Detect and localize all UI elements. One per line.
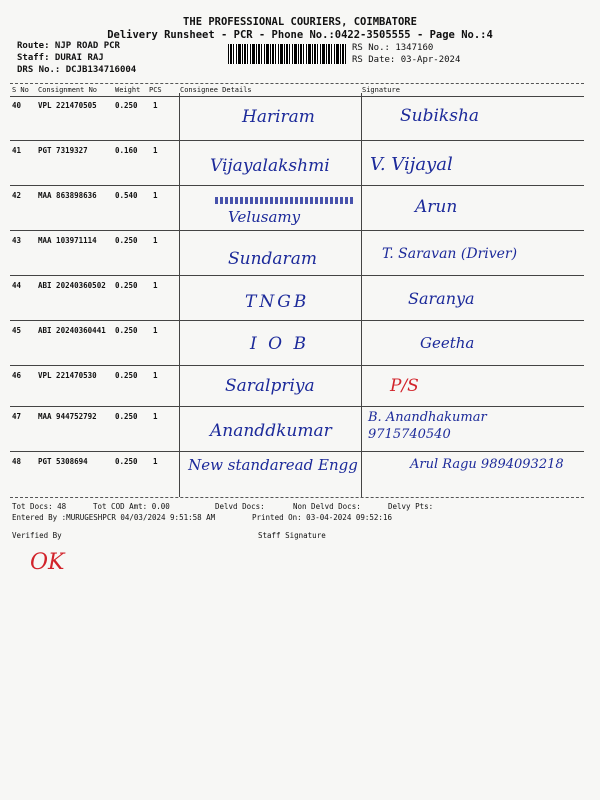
row-48-sno: 48 <box>12 457 22 466</box>
divider <box>10 320 584 321</box>
row-47-consignee-handwritten: Ananddkumar <box>210 421 332 441</box>
row-40-consignment: VPL 221470505 <box>38 101 97 110</box>
row-44-consignee-handwritten: TNGB <box>245 292 310 312</box>
divider <box>10 140 584 141</box>
strikeout-scribble <box>215 197 353 204</box>
row-40-signature: Subiksha <box>400 106 480 126</box>
row-45-consignee-handwritten: I O B <box>250 334 309 354</box>
row-45-weight: 0.250 <box>115 326 138 335</box>
divider <box>10 365 584 366</box>
delivered-docs: Delvd Docs: <box>215 502 265 511</box>
verified-ok-mark: OK <box>30 550 65 575</box>
col-consignee: Consignee Details <box>180 86 252 94</box>
divider <box>179 93 180 497</box>
divider <box>10 406 584 407</box>
row-43-weight: 0.250 <box>115 236 138 245</box>
total-docs: Tot Docs: 48 <box>12 502 67 511</box>
row-44-sno: 44 <box>12 281 22 290</box>
row-47-signature: B. Anandhakumar 9715740540 <box>368 410 487 442</box>
divider <box>10 185 584 186</box>
row-46-pcs: 1 <box>153 371 158 380</box>
rs-date: RS Date: 03-Apr-2024 <box>352 55 461 65</box>
divider <box>10 96 584 97</box>
row-42-sno: 42 <box>12 191 22 200</box>
row-42-weight: 0.540 <box>115 191 138 200</box>
row-40-sno: 40 <box>12 101 22 110</box>
row-42-signature: Arun <box>415 197 458 217</box>
rs-number: RS No.: 1347160 <box>352 43 434 53</box>
row-43-consignee-handwritten: Sundaram <box>228 249 317 269</box>
row-40-pcs: 1 <box>153 101 158 110</box>
col-weight: Weight <box>115 86 141 94</box>
row-42-pcs: 1 <box>153 191 158 200</box>
divider <box>10 230 584 231</box>
row-40-weight: 0.250 <box>115 101 138 110</box>
col-sno: S No <box>12 86 29 94</box>
row-43-consignment: MAA 103971114 <box>38 236 97 245</box>
row-44-consignment: ABI 20240360502 <box>38 281 106 290</box>
row-46-sno: 46 <box>12 371 22 380</box>
row-41-pcs: 1 <box>153 146 158 155</box>
row-48-consignee-handwritten: New standaread Engg <box>188 456 358 474</box>
staff-signature-label: Staff Signature <box>258 531 326 540</box>
row-41-signature: V. Vijayal <box>370 154 453 175</box>
row-43-signature: T. Saravan (Driver) <box>382 246 518 262</box>
row-47-pcs: 1 <box>153 412 158 421</box>
col-consignment: Consignment No <box>38 86 98 94</box>
row-41-consignee-handwritten: Vijayalakshmi <box>210 156 330 176</box>
row-41-weight: 0.160 <box>115 146 138 155</box>
printed-on: Printed On: 03-04-2024 09:52:16 <box>252 513 392 522</box>
company-title: THE PROFESSIONAL COURIERS, COIMBATORE <box>183 16 417 28</box>
divider <box>361 93 362 497</box>
row-40-consignee-handwritten: Hariram <box>242 107 315 127</box>
row-48-signature: Arul Ragu 9894093218 <box>410 457 564 472</box>
non-delivered-docs: Non Delvd Docs: <box>293 502 361 511</box>
row-45-sno: 45 <box>12 326 22 335</box>
entered-by: Entered By :MURUGESHPCR 04/03/2024 9:51:58 AM <box>12 513 216 522</box>
row-47-consignment: MAA 944752792 <box>38 412 97 421</box>
row-45-consignment: ABI 20240360441 <box>38 326 106 335</box>
row-47-weight: 0.250 <box>115 412 138 421</box>
row-46-consignment: VPL 221470530 <box>38 371 97 380</box>
row-41-consignment: PGT 7319327 <box>38 146 88 155</box>
row-48-weight: 0.250 <box>115 457 138 466</box>
row-45-pcs: 1 <box>153 326 158 335</box>
row-42-consignee-handwritten: Velusamy <box>228 208 301 226</box>
divider <box>10 275 584 276</box>
row-44-signature: Saranya <box>408 289 475 308</box>
divider <box>10 451 584 452</box>
row-41-sno: 41 <box>12 146 22 155</box>
row-44-pcs: 1 <box>153 281 158 290</box>
row-46-consignee-handwritten: Saralpriya <box>225 376 315 396</box>
row-47-sno: 47 <box>12 412 22 421</box>
route: Route: NJP ROAD PCR <box>17 41 120 51</box>
row-43-pcs: 1 <box>153 236 158 245</box>
runsheet-line: Delivery Runsheet - PCR - Phone No.:0422-3505555 - Page No.:4 <box>107 29 493 41</box>
row-45-signature: Geetha <box>420 334 475 352</box>
row-48-pcs: 1 <box>153 457 158 466</box>
total-cod: Tot COD Amt: 0.00 <box>93 502 170 511</box>
row-42-consignment: MAA 863898636 <box>38 191 97 200</box>
row-46-weight: 0.250 <box>115 371 138 380</box>
col-pcs: PCS <box>149 86 162 94</box>
row-48-consignment: PGT 5308694 <box>38 457 88 466</box>
drs-number: DRS No.: DCJB134716004 <box>17 65 137 75</box>
runsheet-table <box>10 83 584 498</box>
row-43-sno: 43 <box>12 236 22 245</box>
row-44-weight: 0.250 <box>115 281 138 290</box>
verified-by-label: Verified By <box>12 531 62 540</box>
col-signature: Signature <box>362 86 400 94</box>
row-46-signature: P/S <box>390 376 419 396</box>
staff: Staff: DURAI RAJ <box>17 53 104 63</box>
delivery-points: Delvy Pts: <box>388 502 434 511</box>
barcode <box>228 44 346 64</box>
